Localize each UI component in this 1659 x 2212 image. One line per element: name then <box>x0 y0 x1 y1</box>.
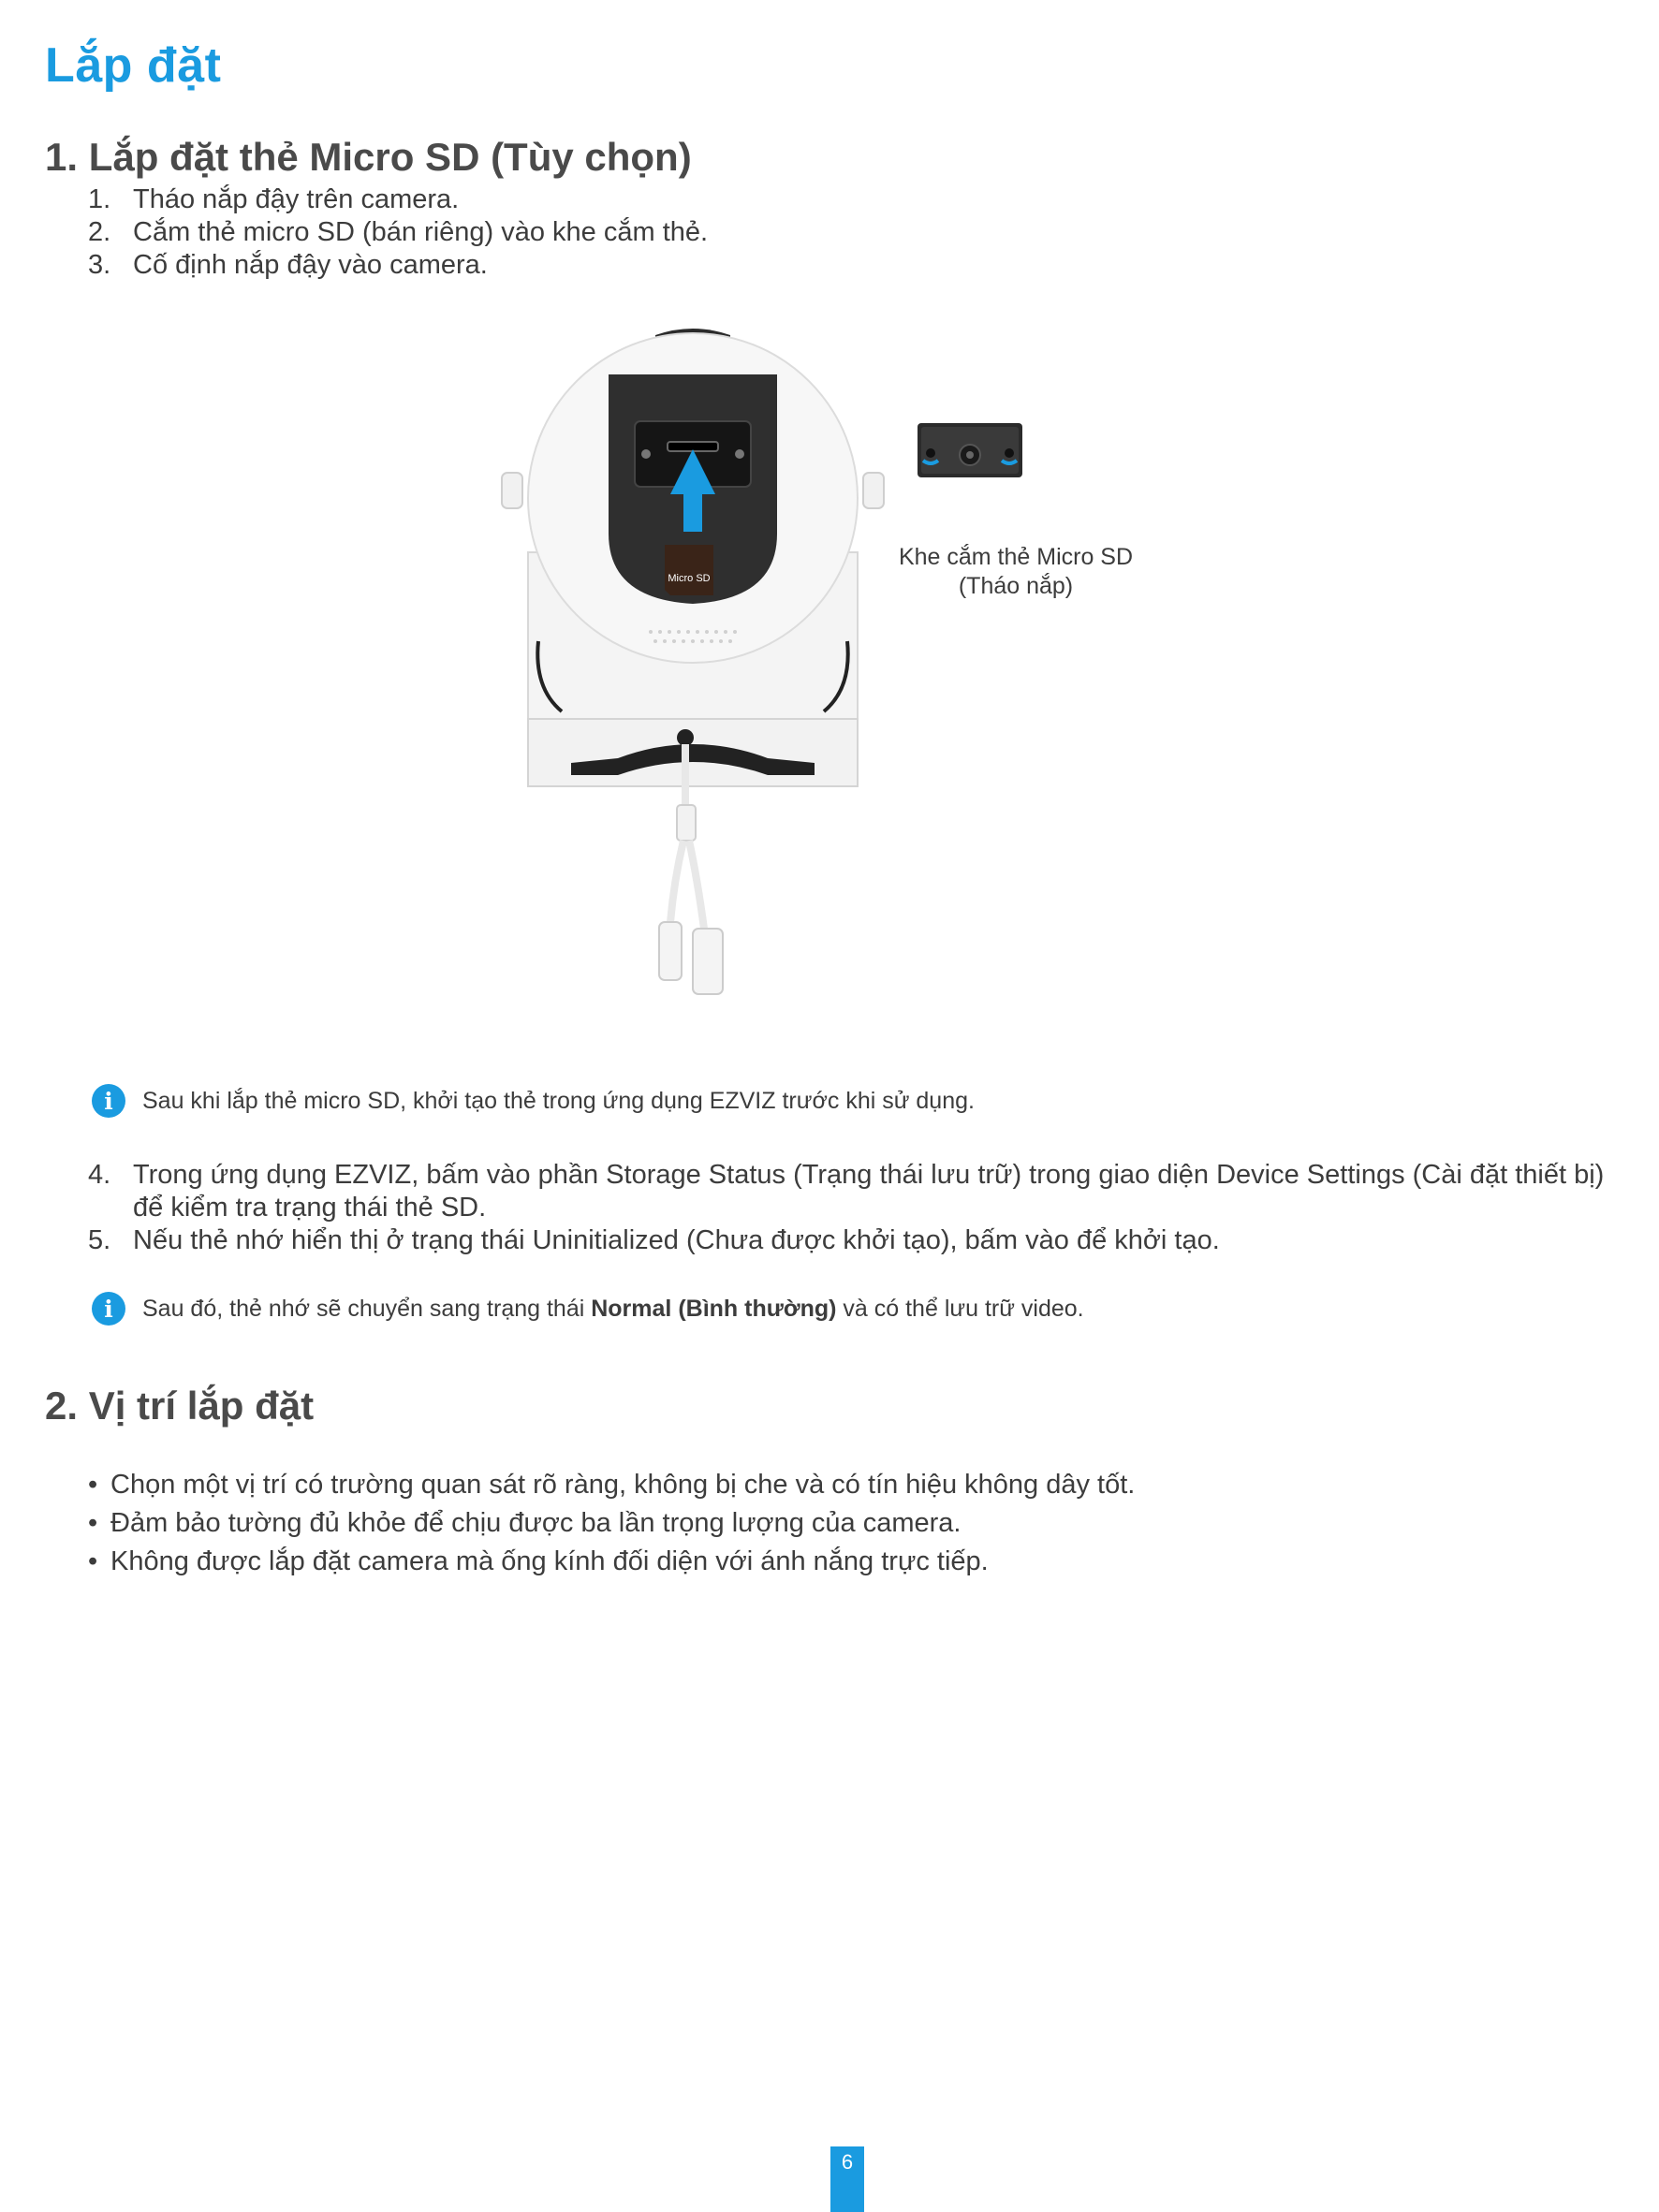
step-number: 2. <box>88 217 111 247</box>
sd-card-label: Micro SD <box>668 573 711 584</box>
page-number: 6 <box>830 2146 864 2212</box>
note-text-before: Sau đó, thẻ nhớ sẽ chuyển sang trạng thái <box>142 1295 592 1322</box>
step-text: Cắm thẻ micro SD (bán riêng) vào khe cắm thẻ. <box>133 217 709 247</box>
step-number: 1. <box>88 184 111 214</box>
camera-illustration <box>496 318 889 1048</box>
info-icon: i <box>92 1292 125 1326</box>
list-item <box>88 1224 1623 1257</box>
section-heading-sd-card: 1. Lắp đặt thẻ Micro SD (Tùy chọn) <box>45 135 692 179</box>
step-text: Cố định nắp đậy vào camera. <box>133 250 488 280</box>
page-title: Lắp đặt <box>45 38 222 93</box>
note-text-after: và có thể lưu trữ video. <box>836 1295 1084 1322</box>
sd-card-steps-continued <box>88 1159 1623 1257</box>
sd-card-steps <box>88 183 708 282</box>
list-item <box>88 1159 1623 1224</box>
step-text: Tháo nắp đậy trên camera. <box>133 184 460 214</box>
sd-slot-photo <box>918 423 1022 477</box>
list-item: • Chọn một vị trí có trường quan sát rõ ràng, không bị che và có tín hiệu không dây tốt. <box>88 1466 1135 1504</box>
step-number: 3. <box>88 250 111 280</box>
caption-line: Khe cắm thẻ Micro SD <box>898 544 1134 570</box>
caption-line: (Tháo nắp) <box>958 573 1074 599</box>
step-number: 5. <box>88 1225 111 1255</box>
sd-slot-caption <box>843 543 1189 601</box>
note-normal-status <box>92 1292 1084 1326</box>
location-bullets <box>88 1466 1135 1581</box>
list-item <box>88 249 708 282</box>
note-text <box>142 1296 1084 1323</box>
list-item: • Không được lắp đặt camera mà ống kính đối diện với ánh nắng trực tiếp. <box>88 1543 1135 1581</box>
section-heading-location: 2. Vị trí lắp đặt <box>45 1384 315 1428</box>
info-icon: i <box>92 1084 125 1118</box>
step-text: Trong ứng dụng EZVIZ, bấm vào phần Storage Status (Trạng thái lưu trữ) trong giao diện Device Settings (Cài đặt thiết bị) để kiểm tra trạng thái thẻ SD. <box>133 1160 1605 1223</box>
note-initialize <box>92 1084 975 1118</box>
step-text: Nếu thẻ nhớ hiển thị ở trạng thái Uninitialized (Chưa được khởi tạo), bấm vào để khởi tạo. <box>133 1225 1220 1255</box>
note-text: Sau khi lắp thẻ micro SD, khởi tạo thẻ trong ứng dụng EZVIZ trước khi sử dụng. <box>142 1087 975 1114</box>
list-item <box>88 183 708 216</box>
list-item: • Đảm bảo tường đủ khỏe để chịu được ba lần trọng lượng của camera. <box>88 1504 1135 1543</box>
list-item <box>88 216 708 249</box>
step-number: 4. <box>88 1160 111 1190</box>
note-text-bold: Normal (Bình thường) <box>591 1295 837 1322</box>
